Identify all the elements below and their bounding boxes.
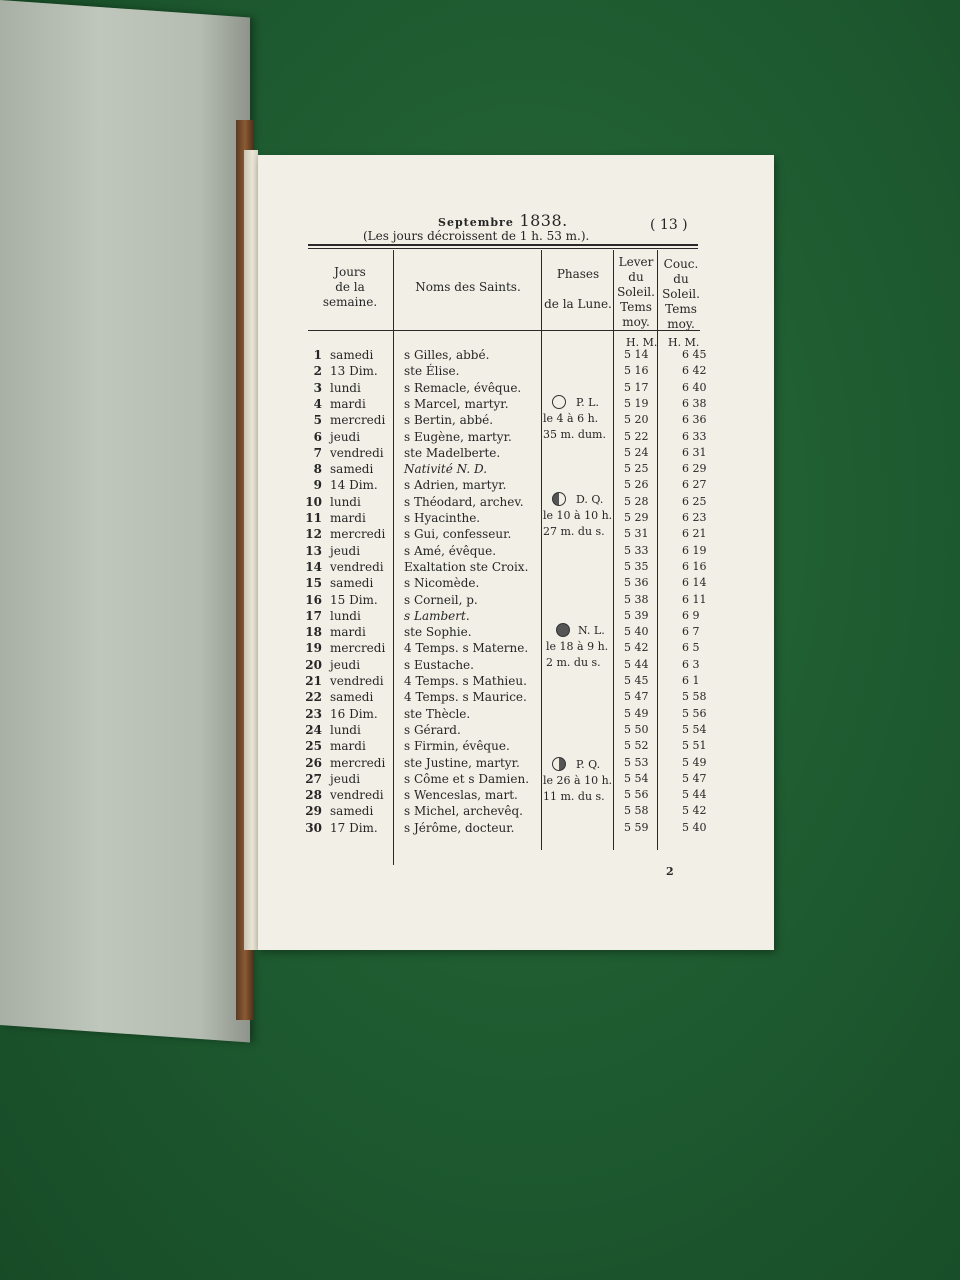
col-header-line: de la Lune. [544,297,612,311]
sunset-time: 6 21 [682,527,707,541]
day-number: 17 [305,608,322,623]
saint-name: s Gilles, abbé. [404,348,490,362]
day-number: 14 [305,559,322,574]
signature-mark: 2 [666,865,674,878]
saint-name: s Marcel, martyr. [404,396,509,411]
weekday: 16 Dim. [330,706,378,721]
weekday: 15 Dim. [330,592,378,607]
day-number: 5 [313,413,322,428]
sunset-time: 5 44 [682,788,707,802]
sunrise-time: 5 44 [624,657,649,671]
day-number: 6 [313,429,322,444]
phase-date: le 18 à 9 h. [546,640,609,653]
saint-name: s Corneil, p. [404,592,478,607]
saint-name: ste Sophie. [404,625,472,640]
col-header-line: Couc. [663,257,699,271]
sunrise-time: 5 19 [624,396,649,410]
day-number: 22 [305,690,322,705]
day-number: 4 [313,396,322,411]
day-number: 8 [313,462,322,477]
weekday: jeudi [330,771,361,786]
saint-name: s Remacle, évêque. [404,380,522,395]
day-number: 11 [305,511,322,525]
saint-name: s Eustache. [404,657,474,672]
sunrise-time: 5 56 [624,788,649,802]
weekday: lundi [330,722,361,737]
table-row [258,674,774,690]
col-header-line: semaine. [322,295,378,309]
weekday: lundi [330,494,361,509]
weekday: mardi [330,625,366,640]
saint-name: s Côme et s Damien. [404,771,530,786]
day-number: 25 [305,739,322,754]
sunrise-time: 5 40 [624,625,649,639]
table-row [258,804,774,820]
sunrise-time: 5 53 [624,755,649,769]
sunset-time: 6 7 [682,625,700,639]
sunset-time: 6 38 [682,396,707,410]
table-row [258,690,774,706]
sunset-time: 5 56 [682,706,707,720]
table-row [258,527,774,543]
sunrise-time: 5 20 [624,413,649,427]
sunset-time: 6 3 [682,657,700,671]
sunrise-time: 5 17 [624,380,649,394]
table-row [258,381,774,397]
sunset-time: 5 42 [682,804,707,818]
day-number: 1 [313,348,322,362]
phase-label: P. Q. [576,758,601,771]
table-row [258,511,774,527]
sunset-time: 5 54 [682,722,707,736]
book-gutter [244,150,258,950]
sunset-time: 5 49 [682,755,707,769]
day-number: 13 [305,543,322,558]
saint-name: ste Élise. [404,364,460,379]
day-number: 16 [305,592,322,607]
table-row [258,658,774,674]
sunrise-time: 5 28 [624,494,649,508]
sunrise-time: 5 42 [624,641,649,655]
table-row [258,364,774,380]
weekday: vendredi [330,788,384,803]
weekday: lundi [330,608,361,623]
saint-name: s Amé, évêque. [404,543,497,558]
saint-name: 4 Temps. s Mathieu. [404,674,527,688]
page-subtitle: (Les jours décroissent de 1 h. 53 m.). [363,229,590,243]
col-header-line: Soleil. [662,287,700,301]
sunrise-time: 5 59 [624,820,649,834]
sunrise-time: 5 45 [624,674,649,687]
sunset-time: 6 16 [682,559,707,573]
day-number: 9 [313,478,322,493]
sunset-time: 6 25 [682,494,707,508]
weekday: jeudi [330,657,361,672]
saint-name: s Lambert. [404,608,470,623]
table-row [258,478,774,494]
table-row [258,397,774,413]
day-number: 23 [305,706,322,721]
saint-name: s Hyacinthe. [404,511,481,525]
saint-name: ste Madelberte. [404,445,501,460]
saint-name: Nativité N. D. [404,462,488,477]
sunset-time: 6 27 [682,478,707,492]
weekday: mercredi [330,641,386,656]
table-row [258,593,774,609]
weekday: samedi [330,690,374,705]
day-number: 3 [313,380,322,395]
almanac-page [258,155,774,950]
col-header-line: du [628,270,644,284]
sunset-time: 5 47 [682,771,707,785]
weekday: 17 Dim. [330,820,378,835]
table-header-rule [308,330,700,331]
table-row [258,788,774,804]
weekday: samedi [330,462,374,477]
sunrise-time: 5 39 [624,608,649,622]
table-row [258,446,774,462]
weekday: 13 Dim. [330,364,378,379]
sunrise-time: 5 47 [624,690,649,704]
weekday: mercredi [330,413,386,428]
sunrise-time: 5 29 [624,511,649,524]
weekday: 14 Dim. [330,478,378,493]
sunrise-time: 5 35 [624,559,649,573]
sunset-time: 5 58 [682,690,707,704]
weekday: mardi [330,511,366,525]
table-row [258,544,774,560]
sunset-time: 6 33 [682,429,707,443]
sunset-time: 6 31 [682,445,707,459]
saint-name: s Nicomède. [404,576,480,591]
phase-label: N. L. [578,624,605,637]
day-number: 30 [305,820,322,835]
weekday: samedi [330,804,374,819]
col-header-jours [310,265,390,310]
table-row [258,348,774,364]
day-number: 26 [305,755,322,770]
weekday: jeudi [330,543,361,558]
phase-label: D. Q. [576,493,604,506]
year: 1838. [519,211,568,230]
sunrise-time: 5 16 [624,364,649,378]
sunset-time: 6 29 [682,462,707,476]
col-header-line: de la [335,280,365,294]
table-row [258,772,774,788]
col-header-coucher [659,257,703,332]
day-number: 10 [305,494,322,509]
table-row [258,625,774,641]
month-name: Septembre [438,216,514,229]
table-row [258,641,774,657]
saint-name: s Gui, confesseur. [404,527,512,542]
table-row [258,495,774,511]
hm-label-coucher: H. M. [668,336,700,349]
table-row [258,707,774,723]
weekday: mardi [330,739,366,754]
day-number: 27 [305,771,322,786]
saint-name: s Eugène, martyr. [404,429,512,444]
full-moon-icon [552,395,566,409]
sunrise-time: 5 33 [624,543,649,557]
sunset-time: 6 42 [682,364,707,378]
sunrise-time: 5 25 [624,462,649,476]
weekday: jeudi [330,429,361,444]
weekday: mardi [330,396,366,411]
table-row [258,739,774,755]
sunrise-time: 5 14 [624,348,649,361]
sunrise-time: 5 26 [624,478,649,492]
hm-label-lever: H. M. [626,336,658,349]
col-header-line: du [673,272,689,286]
saint-name: Exaltation ste Croix. [404,559,529,574]
col-header-line: moy. [667,317,695,331]
day-number: 29 [305,804,322,819]
saint-name: s Jérôme, docteur. [404,820,515,835]
header-rule-thin [308,248,698,249]
page-number: ( 13 ) [650,217,688,233]
saint-name: s Wenceslas, mart. [404,788,518,803]
header-rule [308,244,698,246]
page-title [438,211,568,230]
day-number: 19 [305,641,322,656]
sunset-time: 6 19 [682,543,707,557]
first-quarter-moon-icon [552,757,566,771]
last-quarter-moon-icon [552,492,566,506]
weekday: samedi [330,576,374,591]
sunset-time: 6 1 [682,674,700,687]
saint-name: s Adrien, martyr. [404,478,507,493]
weekday: vendredi [330,445,384,460]
sunset-time: 6 14 [682,576,707,590]
weekday: vendredi [330,559,384,574]
day-number: 24 [305,722,322,737]
sunset-time: 6 9 [682,608,700,622]
col-header-line: Phases [556,267,600,281]
sunrise-time: 5 24 [624,445,649,459]
new-moon-icon [556,623,570,637]
day-number: 2 [313,364,322,379]
sunrise-time: 5 54 [624,771,649,785]
sunrise-time: 5 22 [624,429,649,443]
col-header-line: Tems [620,300,652,314]
sunrise-time: 5 58 [624,804,649,818]
day-number: 12 [305,527,322,542]
phase-date: le 10 à 10 h. [543,509,613,522]
table-row [258,462,774,478]
sunrise-time: 5 52 [624,739,649,753]
day-number: 15 [305,576,322,591]
table-row [258,430,774,446]
col-header-line: Tems [665,302,697,316]
phase-date: le 4 à 6 h. [543,412,599,425]
saint-name: s Gérard. [404,722,461,737]
sunset-time: 5 40 [682,820,707,834]
weekday: lundi [330,380,361,395]
day-number: 20 [305,657,322,672]
day-number: 21 [305,674,322,688]
weekday: mercredi [330,527,386,542]
col-header-phases [538,267,618,312]
table-row [258,723,774,739]
sunrise-time: 5 36 [624,576,649,590]
left-page [0,0,250,1042]
col-header-saints: Noms des Saints. [415,280,521,294]
day-number: 28 [305,788,322,803]
weekday: samedi [330,348,374,362]
sunset-time: 5 51 [682,739,707,753]
table-row [258,756,774,772]
saint-name: s Théodard, archev. [404,494,524,509]
phase-time: 2 m. du s. [546,656,601,669]
weekday: vendredi [330,674,384,688]
sunset-time: 6 5 [682,641,700,655]
saint-name: s Firmin, évêque. [404,739,510,754]
sunrise-time: 5 50 [624,722,649,736]
sunset-time: 6 11 [682,592,707,606]
weekday: mercredi [330,755,386,770]
day-number: 18 [305,625,322,640]
saint-name: s Michel, archevêq. [404,804,523,819]
phase-date: le 26 à 10 h. [543,774,613,787]
sunset-time: 6 36 [682,413,707,427]
sunset-time: 6 40 [682,380,707,394]
col-header-line: Jours [334,265,366,279]
col-header-line: moy. [622,315,650,329]
sunrise-time: 5 49 [624,706,649,720]
table-row [258,576,774,592]
saint-name: ste Thècle. [404,706,471,721]
saint-name: s Bertin, abbé. [404,413,494,428]
col-header-line: Lever [618,255,654,269]
phase-time: 11 m. du s. [543,790,605,803]
saint-name: ste Justine, martyr. [404,755,520,770]
saint-name: 4 Temps. s Maurice. [404,690,527,705]
table-row [258,821,774,837]
sunrise-time: 5 31 [624,527,649,541]
table-row [258,560,774,576]
day-number: 7 [313,445,322,460]
sunrise-time: 5 38 [624,592,649,606]
table-row [258,413,774,429]
saint-name: 4 Temps. s Materne. [404,641,529,656]
phase-time: 27 m. du s. [543,525,605,538]
col-header-lever [614,255,658,330]
col-header-line: Soleil. [617,285,655,299]
phase-label: P. L. [576,396,599,409]
table-row [258,609,774,625]
sunset-time: 6 23 [682,511,707,524]
sunset-time: 6 45 [682,348,707,361]
phase-time: 35 m. dum. [543,428,606,441]
